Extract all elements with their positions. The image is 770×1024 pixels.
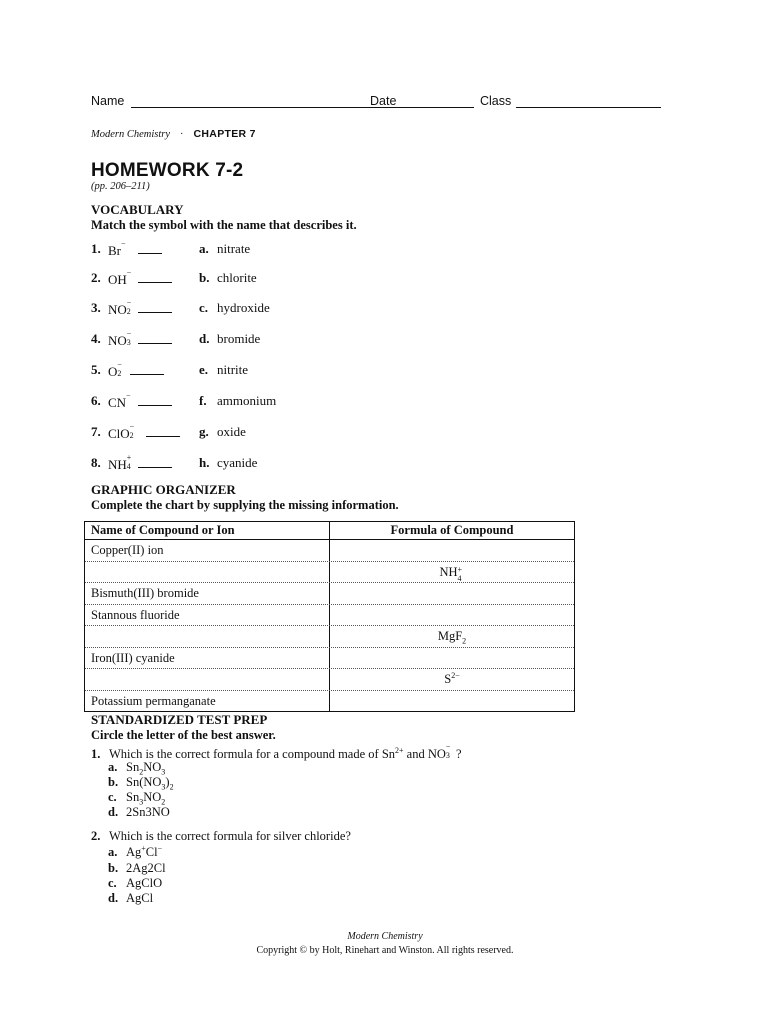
vocab-symbol [108,300,134,318]
vocab-name: bromide [217,331,261,346]
chapter-line [91,128,256,140]
question-text: Which is the correct formula for silver chloride? [109,829,351,843]
symbol-charge: + [126,453,132,462]
answer-option-2b[interactable] [108,861,166,876]
table-row [85,668,574,690]
date-label: Date [370,94,397,108]
option-formula-part: 2Sn3NO [126,805,170,819]
answer-blank[interactable] [138,253,162,254]
vocab-letter: f. [199,393,207,408]
option-text: 2Ag2Cl [126,861,166,875]
vocab-item [91,455,391,471]
option-subscript: 2 [139,767,144,777]
vocab-item [91,270,391,286]
compound-name-cell[interactable] [85,562,330,583]
vocab-letter: b. [199,270,210,285]
separator-dot: · [180,129,184,140]
answer-blank[interactable] [138,343,172,344]
tin-charge: 2+ [395,745,404,755]
option-letter: c. [108,790,117,804]
vocab-number: 1. [91,241,101,256]
option-formula-part: Sn [126,760,140,774]
answer-blank[interactable] [146,436,180,437]
symbol-base: OH [108,272,127,287]
vocab-name: nitrite [217,362,249,377]
symbol-script [121,241,128,255]
vocab-name: chlorite [217,270,257,285]
symbol-charge: − [126,268,132,277]
vocab-symbol [108,270,134,288]
option-letter: d. [108,805,119,819]
compound-name-cell[interactable]: Stannous fluoride [85,605,330,626]
vocab-item [91,393,391,409]
formula-cell[interactable] [330,626,574,647]
question-text: Which is the correct formula for a compound made of Sn [109,747,396,761]
formula-script [457,562,465,583]
table-header-row [85,522,574,540]
formula-cell[interactable] [330,691,574,712]
symbol-charge: − [126,329,132,338]
option-formula-part: Sn(NO [126,775,162,789]
symbol-script [127,270,134,284]
option-letter: a. [108,760,118,774]
symbol-charge: − [117,360,122,369]
compound-name-cell[interactable]: Iron(III) cyanide [85,648,330,669]
option-letter: d. [108,891,119,905]
page-range: (pp. 206–211) [91,181,150,192]
compound-name-cell[interactable]: Bismuth(III) bromide [85,583,330,604]
formula-cell[interactable] [330,648,574,669]
answer-option-1d[interactable] [108,805,170,820]
chapter-label: CHAPTER 7 [193,128,256,140]
option-letter: a. [108,845,118,859]
symbol-base: CN [108,395,127,410]
option-charge: + [141,843,146,853]
option-subscript: 2 [161,797,166,807]
option-subscript: 3 [161,782,166,792]
question-number: 2. [91,829,101,843]
vocab-symbol [108,424,137,442]
vocab-symbol [108,455,134,473]
answer-option-1c[interactable] [108,790,165,805]
symbol-subscript: 3 [126,338,131,347]
vocab-name: hydroxide [217,300,270,315]
test-prep-instruction: Circle the letter of the best answer. [91,728,276,742]
formula-subscript: 4 [457,573,462,583]
vocab-letter: a. [199,241,209,256]
compound-name-cell[interactable]: Copper(II) ion [85,540,330,561]
class-field[interactable] [516,107,661,108]
symbol-script [127,455,134,469]
vocab-symbol [108,393,133,411]
symbol-subscript: 4 [126,462,131,471]
option-letter: b. [108,775,119,789]
symbol-charge: − [129,422,135,431]
option-formula-part: Cl [145,845,158,859]
formula-charge: 2− [451,670,460,680]
vocab-instruction: Match the symbol with the name that describes it. [91,218,357,232]
symbol-script [127,300,134,314]
name-label: Name [91,94,125,108]
column-header-name: Name of Compound or Ion [85,522,330,539]
date-field[interactable] [402,107,474,108]
answer-option-2c[interactable] [108,876,162,891]
nitrate-charge: − [445,742,451,751]
vocab-letter: d. [199,331,210,346]
vocab-symbol [108,331,134,349]
symbol-script [117,362,124,376]
option-formula-part: NO [143,760,162,774]
answer-option-2a[interactable] [108,845,162,860]
vocab-letter: e. [199,362,209,377]
symbol-script [126,393,133,407]
formula-cell[interactable] [330,669,574,690]
option-formula-part: Sn [126,790,140,804]
symbol-subscript: 2 [117,369,122,378]
vocab-item [91,362,391,378]
vocab-item [91,331,391,347]
page-title: HOMEWORK 7-2 [91,160,244,181]
symbol-base: O [108,364,118,379]
vocab-name: nitrate [217,241,251,256]
vocab-item [91,241,391,257]
organizer-instruction: Complete the chart by supplying the missing information. [91,498,399,512]
formula-cell[interactable] [330,605,574,626]
option-subscript: 2 [169,782,174,792]
compound-name-cell[interactable]: Potassium permanganate [85,691,330,712]
option-text: AgCl [126,891,154,905]
symbol-subscript: 2 [126,307,131,316]
test-prep-heading: STANDARDIZED TEST PREP [91,712,268,727]
symbol-base: NO [108,302,127,317]
answer-blank[interactable] [138,282,172,283]
symbol-script [127,331,134,345]
table-row [85,625,574,647]
question-number: 1. [91,747,101,761]
footer-book: Modern Chemistry [347,931,423,942]
table-row [85,561,574,583]
vocab-item [91,424,391,440]
answer-option-2d[interactable] [108,891,153,906]
formula-base: S [444,672,452,686]
symbol-charge: − [126,298,132,307]
name-date-class-header [91,94,661,110]
compound-name-cell[interactable] [85,669,330,690]
vocab-heading: VOCABULARY [91,202,184,217]
formula-cell[interactable] [330,562,574,583]
vocab-symbol [108,241,128,259]
vocab-number: 4. [91,331,101,346]
vocab-number: 7. [91,424,101,439]
answer-blank[interactable] [138,405,172,406]
symbol-base: Br [108,243,121,258]
formula-cell[interactable] [330,583,574,604]
symbol-base: ClO [108,426,130,441]
vocab-letter: g. [199,424,209,439]
vocab-number: 2. [91,270,101,285]
formula-subscript: 2 [462,636,467,646]
question-text-cont: and NO [403,747,446,761]
organizer-heading: GRAPHIC ORGANIZER [91,482,236,497]
table-row [85,582,574,604]
formula-charge: + [457,564,463,574]
vocab-letter: h. [199,455,210,470]
answer-option-1a[interactable] [108,760,165,775]
book-title: Modern Chemistry [91,129,171,140]
vocab-symbol [108,362,124,380]
table-row [85,604,574,626]
symbol-base: NO [108,333,127,348]
symbol-base: NH [108,457,127,472]
option-subscript: 3 [161,767,166,777]
footer-copyright: Copyright © by Holt, Rinehart and Winston. All rights reserved. [256,945,514,956]
table-row [85,647,574,669]
option-text: AgClO [126,876,163,890]
compound-name-cell[interactable] [85,626,330,647]
answer-blank[interactable] [138,467,172,468]
option-subscript: 3 [139,797,144,807]
table-row [85,690,574,712]
answer-blank[interactable] [138,312,172,313]
column-header-formula: Formula of Compound [390,523,514,537]
option-formula-part: ) [165,775,170,789]
table-body [85,540,574,711]
vocab-name: ammonium [217,393,277,408]
question-text-end: ? [452,747,462,761]
answer-blank[interactable] [130,374,164,375]
vocab-number: 8. [91,455,101,470]
option-letter: b. [108,861,119,875]
vocab-number: 3. [91,300,101,315]
table-row [85,540,574,561]
compound-table [84,521,575,712]
formula-cell[interactable] [330,540,574,561]
vocab-item [91,300,391,316]
symbol-subscript: 2 [129,431,134,440]
formula-base: NH [439,564,458,579]
vocab-name: oxide [217,424,246,439]
formula-base: MgF [437,629,463,643]
answer-option-1b[interactable] [108,775,174,790]
vocab-letter: c. [199,300,209,315]
vocab-name: cyanide [217,455,258,470]
vocab-number: 5. [91,362,101,377]
option-letter: c. [108,876,117,890]
vocab-number: 6. [91,393,101,408]
symbol-charge: − [126,391,131,400]
class-label: Class [480,94,512,108]
question-2 [91,829,351,844]
option-formula-part: Ag [126,845,142,859]
symbol-script [130,424,137,438]
symbol-charge: − [121,239,126,248]
option-formula-part: NO [143,790,162,804]
nitrate-ion-script [446,744,453,758]
option-charge: − [157,843,163,853]
nitrate-subscript: 3 [445,751,450,760]
